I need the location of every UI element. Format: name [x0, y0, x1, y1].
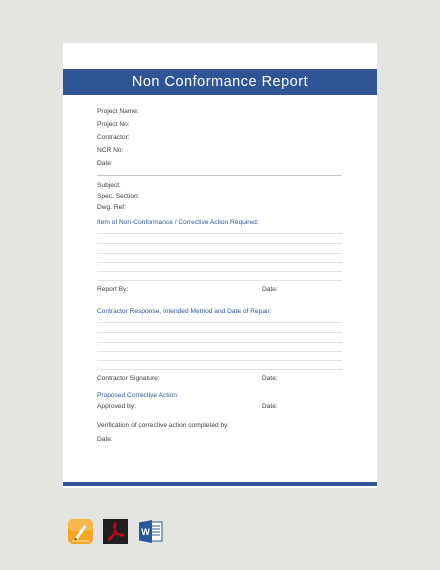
entry-line: [97, 322, 342, 323]
field-signature-date: Date:: [262, 375, 278, 382]
divider: [97, 175, 342, 176]
field-project-no: Project No:: [97, 121, 130, 128]
entry-line: [97, 253, 342, 254]
field-spec-section: Spec. Section:: [97, 193, 140, 200]
field-report-date: Date:: [262, 286, 278, 293]
field-verification: Verification of corrective action completed by: [97, 422, 228, 429]
page-title: Non Conformance Report: [63, 69, 377, 95]
field-project-name: Project Name:: [97, 108, 139, 115]
field-ncr-no: NCR No:: [97, 147, 124, 154]
field-subject: Subject:: [97, 182, 121, 189]
pdf-icon[interactable]: [103, 519, 128, 544]
entry-line: [97, 332, 342, 333]
entry-line: [97, 262, 342, 263]
entry-line: [97, 369, 342, 370]
field-dwg-ref: Dwg. Ref:: [97, 204, 126, 211]
section-heading-contractor: Contractor Response, Intended Method and Date of Repair:: [97, 308, 272, 315]
section-heading-proposed: Proposed Corrective Action:: [97, 392, 179, 399]
footer-bar: [63, 482, 377, 486]
svg-text:W: W: [141, 527, 150, 537]
entry-line: [97, 351, 342, 352]
word-icon[interactable]: [138, 519, 163, 544]
field-approved-by: Approved by:: [97, 403, 136, 410]
entry-line: [97, 360, 342, 361]
section-heading-item: Item of Non-Conformance / Corrective Action Required:: [97, 219, 259, 226]
field-report-by: Report By:: [97, 286, 129, 293]
entry-line: [97, 271, 342, 272]
entry-line: [97, 233, 342, 234]
field-contractor: Contractor:: [97, 134, 130, 141]
field-contractor-signature: Contractor Signature:: [97, 375, 160, 382]
report-page: [63, 43, 377, 488]
entry-line: [97, 280, 342, 281]
entry-line: [97, 342, 342, 343]
pages-icon[interactable]: [68, 519, 93, 544]
field-date: Date:: [97, 160, 113, 167]
field-verification-date: Date:: [97, 436, 113, 443]
entry-line: [97, 243, 342, 244]
field-approved-date: Date:: [262, 403, 278, 410]
